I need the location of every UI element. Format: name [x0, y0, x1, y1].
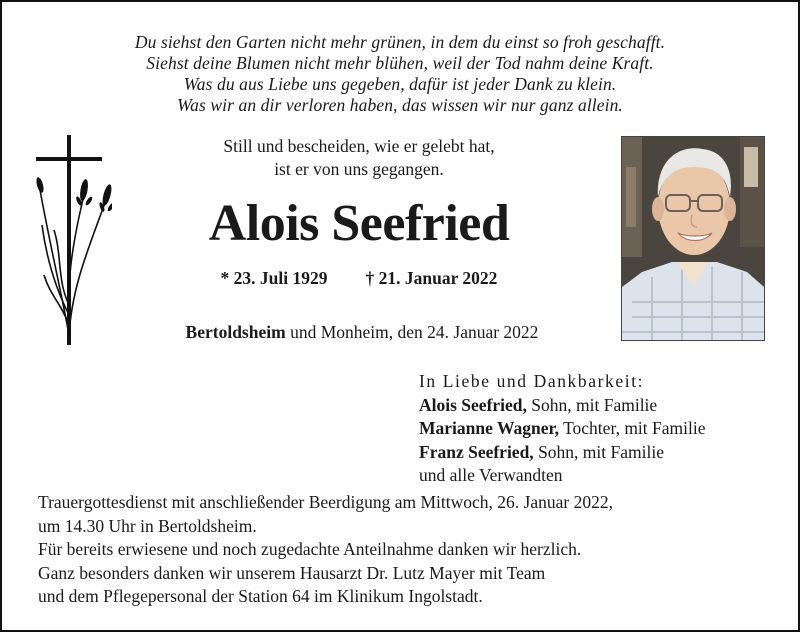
- intro-line: ist er von uns gegangen.: [274, 159, 444, 179]
- birth-date: * 23. Juli 1929: [220, 268, 328, 288]
- portrait-photo: [621, 136, 765, 341]
- mourner-entry: [419, 394, 706, 418]
- death-date: † 21. Januar 2022: [365, 268, 498, 288]
- mourner-entry: [419, 441, 706, 465]
- footer-line: Trauergottesdienst mit anschließender Beerdigung am Mittwoch, 26. Januar 2022,: [38, 492, 613, 512]
- poem-line: Du siehst den Garten nicht mehr grünen, in dem du einst so froh geschafft.: [134, 32, 666, 52]
- mourner-name: Franz Seefried,: [419, 441, 534, 462]
- footer-line: um 14.30 Uhr in Bertoldsheim.: [38, 515, 257, 536]
- footer-line: Für bereits erwiesene und noch zugedachte Anteilnahme danken wir herzlich.: [38, 539, 582, 559]
- cross-with-wheat-icon: [32, 135, 112, 347]
- place-name: Bertoldsheim: [185, 322, 286, 342]
- footer-line: Ganz besonders danken wir unserem Hausarzt Dr. Lutz Mayer mit Team: [38, 562, 546, 583]
- footer-line: und dem Pflegepersonal der Station 64 im Klinikum Ingolstadt.: [38, 586, 483, 606]
- mourner-name: Marianne Wagner,: [419, 418, 560, 438]
- poem-line: Siehst deine Blumen nicht mehr blühen, weil der Tod nahm deine Kraft.: [146, 53, 654, 73]
- deceased-name: Alois Seefried: [208, 195, 510, 252]
- poem-line: Was du aus Liebe uns gegeben, dafür ist jeder Dank zu klein.: [183, 74, 617, 94]
- poem-line: Was wir an dir verloren haben, das wissen wir nur ganz allein.: [177, 95, 623, 115]
- intro-text: [154, 135, 564, 181]
- poem: [2, 32, 798, 116]
- portrait-image: [622, 137, 764, 340]
- place-date-rest: und Monheim, den 24. Januar 2022: [285, 322, 539, 342]
- life-dates: [154, 268, 564, 289]
- mourners-closing: und alle Verwandten: [419, 465, 563, 485]
- intro-line: Still und bescheiden, wie er gelebt hat,: [223, 136, 495, 156]
- mourner-relation: Tochter, mit Familie: [559, 418, 706, 438]
- place-and-date: [2, 322, 722, 343]
- mourner-relation: Sohn, mit Familie: [533, 441, 664, 462]
- service-and-thanks: [38, 491, 613, 609]
- mourners-list: [419, 370, 706, 488]
- mourner-relation: Sohn, mit Familie: [526, 394, 658, 415]
- mourners-heading: In Liebe und Dankbarkeit:: [419, 371, 645, 391]
- mourner-name: Alois Seefried,: [419, 394, 527, 415]
- mourner-entry: [419, 417, 706, 441]
